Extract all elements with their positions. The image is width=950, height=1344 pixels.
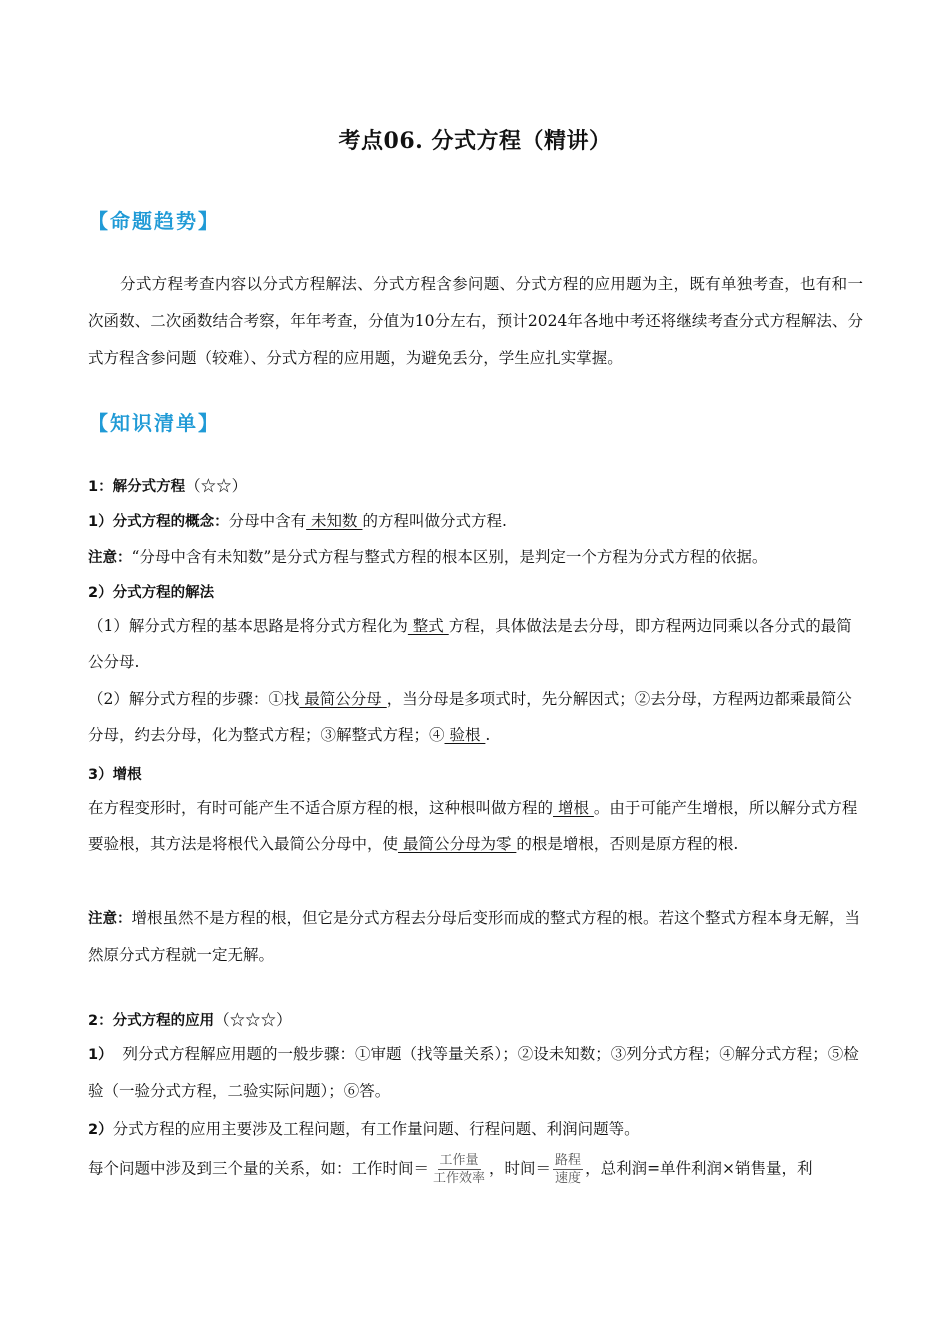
formula-text-post: ，总利润=单件利润×销售量，利 (585, 1159, 813, 1178)
work-time-fraction (431, 1152, 487, 1187)
concept-text-pre: 分母中含有 (228, 512, 307, 530)
part1-title (88, 474, 863, 496)
formula-text-mid: ，时间＝ (489, 1159, 552, 1178)
method2-mid: ，当分母是多项式时，先分解因式；②去分母，方程两边都乘最简公分母，约去分母，化为整式方程；③解整式方程；④ (88, 690, 852, 744)
concept-text-post: 的方程叫做分式方程. (362, 512, 507, 530)
note1-line (88, 545, 863, 567)
note1-label: 注意： (88, 550, 132, 566)
app2-label: 2） (88, 1122, 113, 1138)
note1-text: “分母中含有未知数”是分式方程与整式方程的根本区别，是判定一个方程为分式方程的依据。 (131, 548, 768, 566)
knowledge-heading: 【知识清单】 (88, 411, 220, 435)
root-blank2: 最简公分母为零 (398, 835, 517, 853)
note2-paragraph (88, 900, 863, 973)
method1-post: 方程，具体做法是去分母，即方程两边同乘以各分式的最简公分母. (88, 617, 852, 671)
page-title: 考点06. 分式方程（精讲） (338, 128, 612, 154)
concept-blank: 未知数 (306, 512, 363, 530)
concept-label: 1）分式方程的概念： (88, 514, 229, 530)
method2-pre: （2）解分式方程的步骤：①找 (88, 690, 300, 708)
trend-paragraph: 分式方程考查内容以分式方程解法、分式方程含参问题、分式方程的应用题为主，既有单独考查，也有和一次函数、二次函数结合考察，年年考查，分值为10分左右，预计2024年各地中考还将继续考查分式方程解法、分式方程含参问题（较难）、分式方程的应用题，为避免丢分，学生应扎实掌握。 (88, 275, 863, 367)
method-heading (88, 581, 863, 602)
fraction1-denominator: 工作效率 (433, 1171, 486, 1186)
root-pre: 在方程变形时，有时可能产生不适合原方程的根，这种根叫做方程的 (88, 799, 554, 817)
travel-time-fraction (553, 1152, 583, 1187)
root-mid: 。由于可能产生增根，所以解分式方程要验根，其方法是将根代入最简公分母中，使 (88, 799, 858, 853)
part2-title-text: 2：分式方程的应用 (88, 1013, 215, 1029)
method-step-1 (88, 608, 863, 680)
note2-label: 注意： (88, 911, 132, 927)
part2-difficulty-stars: （☆☆☆） (214, 1011, 292, 1029)
fraction1-numerator: 工作量 (439, 1153, 479, 1168)
extraneous-root-paragraph (88, 790, 863, 862)
method1-pre: （1）解分式方程的基本思路是将分式方程化为 (88, 617, 408, 635)
concept-line (88, 509, 863, 531)
note2-text: 增根虽然不是方程的根，但它是分式方程去分母后变形而成的整式方程的根。若这个整式方程本身无解，当然原分式方程就一定无解。 (88, 909, 861, 964)
application-step-1 (88, 1036, 863, 1109)
method-step-2 (88, 681, 863, 753)
part1-difficulty-stars: （☆☆） (185, 477, 248, 495)
app1-text: 列分式方程解应用题的一般步骤：①审题（找等量关系）；②设未知数；③列分式方程；④解分式方程；⑤检验（一验分式方程，二验实际问题）；⑥答。 (88, 1045, 859, 1100)
fraction2-numerator: 路程 (555, 1153, 582, 1168)
formula-text-pre: 每个问题中涉及到三个量的关系，如：工作时间＝ (88, 1159, 430, 1178)
part1-title-text: 1：解分式方程 (88, 479, 186, 495)
application-step-2 (88, 1117, 863, 1139)
root-blank1: 增根 (553, 799, 594, 817)
trend-heading: 【命题趋势】 (88, 209, 220, 233)
extraneous-root-heading (88, 763, 863, 784)
part2-title (88, 1008, 863, 1030)
root-post: 的根是增根，否则是原方程的根. (516, 835, 739, 853)
method2-blank2: 验根 (444, 726, 486, 744)
method2-post: . (485, 726, 491, 744)
app2-text: 分式方程的应用主要涉及工程问题，有工作量问题、行程问题、利润问题等。 (112, 1120, 640, 1138)
method1-blank: 整式 (407, 617, 449, 635)
method2-blank1: 最简公分母 (299, 690, 387, 708)
application-formula-line (88, 1152, 863, 1187)
app1-label: 1） (88, 1047, 113, 1063)
root-label: 3）增根 (88, 767, 142, 783)
method-label: 2）分式方程的解法 (88, 585, 215, 601)
fraction2-denominator: 速度 (555, 1171, 582, 1186)
